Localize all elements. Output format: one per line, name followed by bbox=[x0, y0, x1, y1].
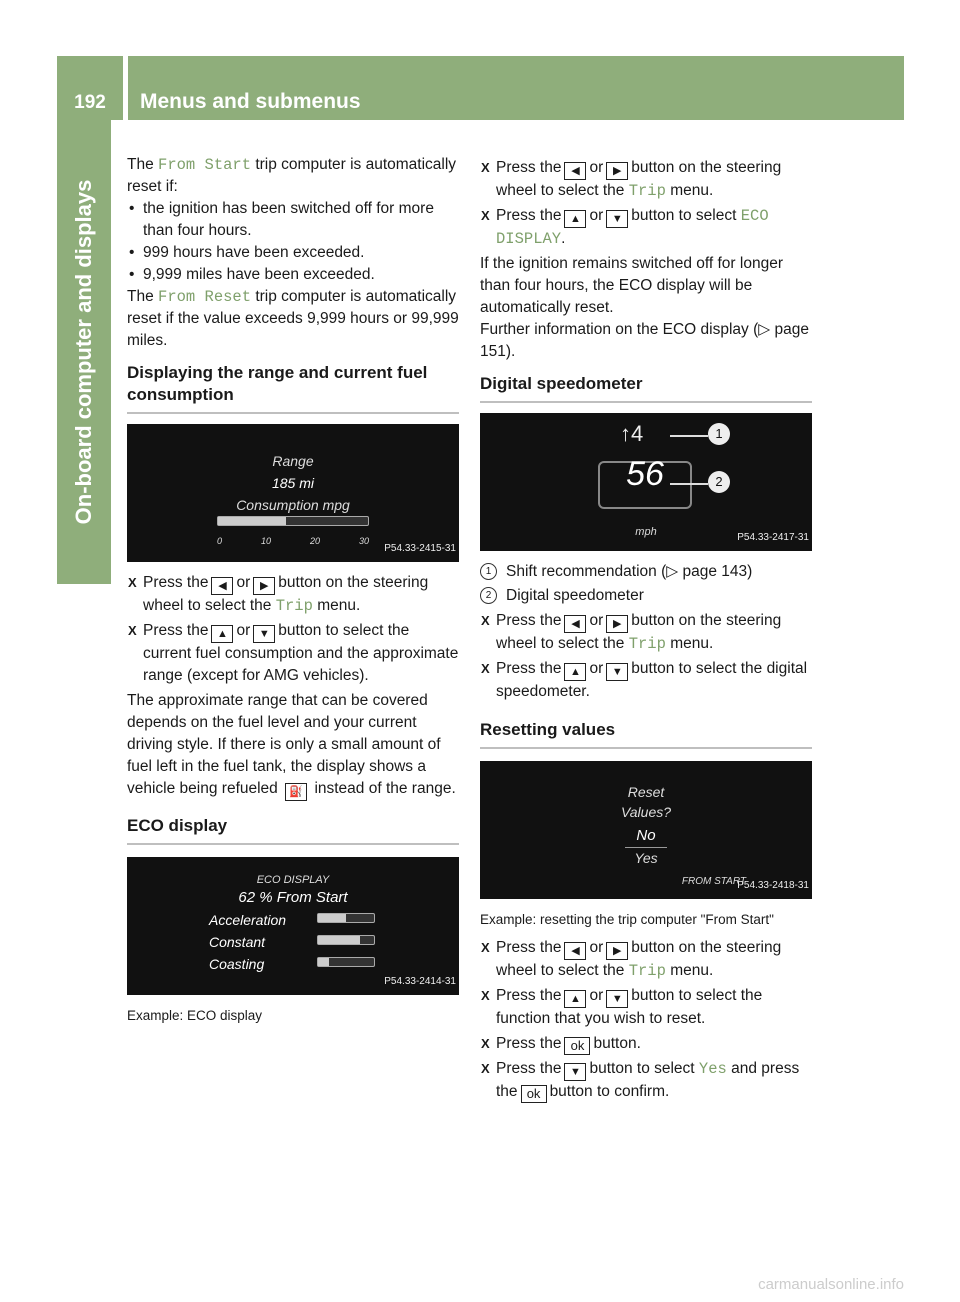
eco-bar bbox=[317, 913, 375, 923]
paragraph: Further information on the ECO display (▷ page 151). bbox=[480, 321, 809, 360]
side-tab-label: On-board computer and displays bbox=[71, 179, 96, 525]
caption: Example: resetting the trip computer "From Start" bbox=[480, 912, 774, 927]
instruction-step: X Press the ◀ or ▶ button on the steering wheel to select the Trip menu. bbox=[480, 157, 812, 202]
fuel-bar-fill bbox=[218, 517, 286, 525]
instruction-step: X Press the ▲ or ▼ button to select ECO DISPLAY. bbox=[480, 205, 812, 250]
eco-bar bbox=[317, 935, 375, 945]
instruction-step: X Press the ◀ or ▶ button on the steering wheel to select the Trip menu. bbox=[480, 610, 812, 655]
legend-item: 1 Shift recommendation (▷ page 143) bbox=[480, 561, 812, 583]
list-item: • 999 hours have been exceeded. bbox=[127, 242, 459, 264]
heading-eco: ECO display bbox=[127, 815, 459, 845]
paragraph: The From Reset trip computer is automatically reset if the value exceeds 9,999 hours or 99,999 miles. bbox=[127, 288, 459, 349]
range-display-image: Range 185 mi Consumption mpg 0 10 20 30 P54.33-2415-31 bbox=[127, 424, 459, 562]
list-item: • the ignition has been switched off for more than four hours. bbox=[127, 198, 459, 242]
side-tab bbox=[57, 120, 111, 584]
right-column bbox=[480, 154, 812, 1106]
paragraph: If the ignition remains switched off for longer than four hours, the ECO display will be automatically reset. bbox=[480, 255, 783, 316]
instruction-step: X Press the ◀ or ▶ button on the steering wheel to select the Trip menu. bbox=[480, 937, 812, 982]
speedometer-image: ↑4 56 1 2 mph P54.33-2417-31 bbox=[480, 413, 812, 551]
paragraph: The From Start trip computer is automatically reset if: bbox=[127, 156, 457, 195]
left-column bbox=[127, 154, 459, 1033]
caption: Example: ECO display bbox=[127, 1008, 263, 1023]
instruction-step: X Press the ▲ or ▼ button to select the function that you wish to reset. bbox=[480, 985, 812, 1030]
paragraph: The approximate range that can be covered depends on the fuel level and your current driving style. If there is only a small amount of fuel left in the fuel tank, the display shows a vehicle being refueled ⛽ instead of the range. bbox=[127, 690, 459, 801]
callout-1: 1 bbox=[708, 423, 730, 445]
instruction-step: X Press the ▲ or ▼ button to select the current fuel consumption and the approximate range (except for AMG vehicles). bbox=[127, 620, 459, 687]
refuel-icon: ⛽ bbox=[285, 783, 307, 801]
legend-item: 2 Digital speedometer bbox=[480, 585, 812, 607]
heading-reset: Resetting values bbox=[480, 719, 812, 749]
eco-display-image: ECO DISPLAY 62 % From Start Acceleration Constant Coasting P54.33-2414-31 bbox=[127, 857, 459, 995]
callout-2: 2 bbox=[708, 471, 730, 493]
section-title: Menus and submenus bbox=[140, 90, 361, 113]
page-number: 192 bbox=[74, 92, 106, 113]
instruction-step: X Press the ▼ button to select Yes and press the ok button to confirm. bbox=[480, 1058, 812, 1103]
list-item: • 9,999 miles have been exceeded. bbox=[127, 264, 459, 286]
heading-range: Displaying the range and current fuel consumption bbox=[127, 362, 459, 414]
fuel-bar bbox=[217, 516, 369, 526]
instruction-step: X Press the ◀ or ▶ button on the steering wheel to select the Trip menu. bbox=[127, 572, 459, 617]
reset-display-image: Reset Values? No Yes FROM START P54.33-2418-31 bbox=[480, 761, 812, 899]
fuel-ticks: 0 10 20 30 bbox=[217, 536, 369, 546]
instruction-step: X Press the ▲ or ▼ button to select the digital speedometer. bbox=[480, 658, 812, 703]
watermark-footer: carmanualsonline.info bbox=[758, 1276, 904, 1293]
eco-bar bbox=[317, 957, 375, 967]
heading-speedometer: Digital speedometer bbox=[480, 373, 812, 403]
instruction-step: X Press the ok button. bbox=[480, 1033, 812, 1055]
